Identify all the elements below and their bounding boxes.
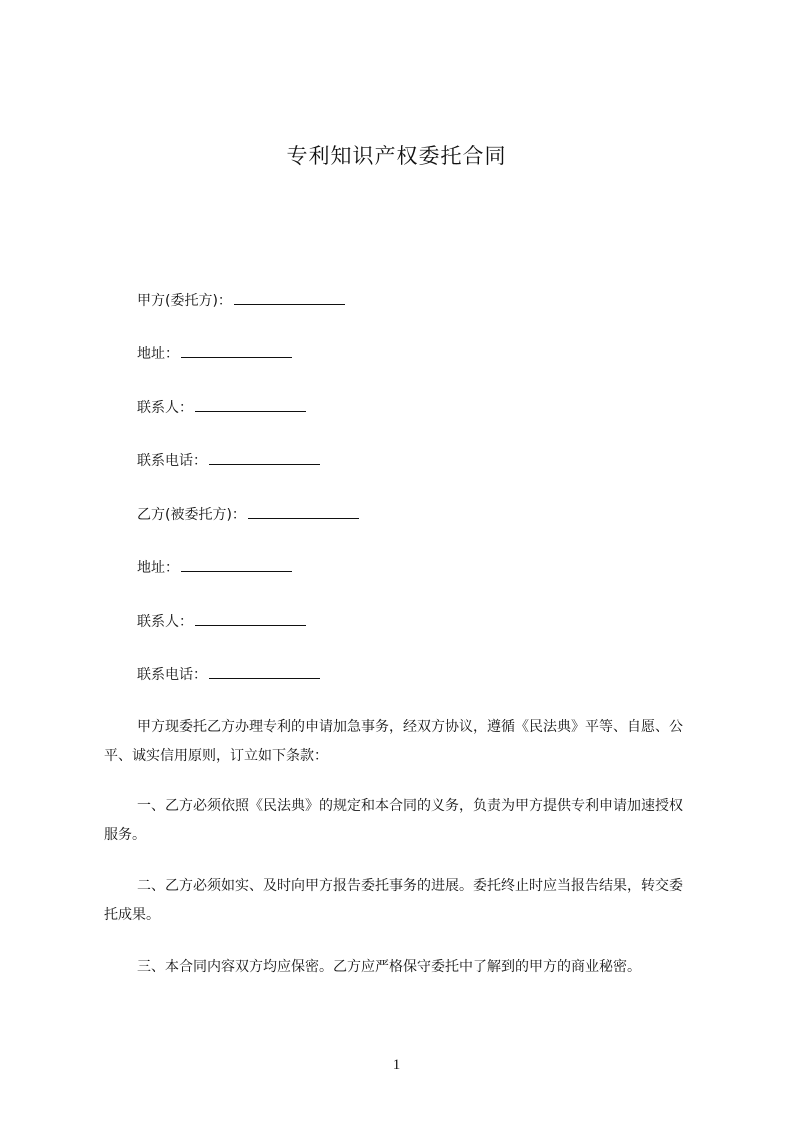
party-a-address-blank [181,343,292,358]
party-a-contact-label: 联系人： [137,400,193,416]
clause-1-paragraph: 一、乙方必须依照《民法典》的规定和本合同的义务，负责为甲方提供专利申请加速授权服务。 [104,798,683,843]
party-b-phone-blank [209,664,320,679]
party-a-address-label: 地址： [137,346,179,362]
party-a-field [137,290,345,312]
party-a-blank [234,290,345,305]
party-a-phone-blank [209,450,320,465]
party-a-address-field [137,343,292,365]
party-b-phone-field [137,664,320,686]
party-a-contact-field [137,397,306,419]
party-b-contact-label: 联系人： [137,614,193,630]
party-b-address-label: 地址： [137,560,179,576]
party-b-contact-field [137,611,306,633]
party-b-contact-blank [195,611,306,626]
party-b-field [137,504,359,526]
page-number: 1 [392,1057,401,1073]
party-b-label: 乙方(被委托方)： [137,507,246,523]
intro-paragraph: 甲方现委托乙方办理专利的申请加急事务，经双方协议，遵循《民法典》平等、自愿、公平、诚实信用原则，订立如下条款： [104,719,683,764]
party-a-label: 甲方(委托方)： [137,293,232,309]
party-b-blank [248,504,359,519]
party-b-address-field [137,557,292,579]
clause-3-paragraph: 三、本合同内容双方均应保密。乙方应严格保守委托中了解到的甲方的商业秘密。 [137,959,641,975]
party-a-contact-blank [195,397,306,412]
clause-2-paragraph: 二、乙方必须如实、及时向甲方报告委托事务的进展。委托终止时应当报告结果，转交委托成果。 [104,878,683,923]
party-b-address-blank [181,557,292,572]
party-a-phone-field [137,450,320,472]
party-b-phone-label: 联系电话： [137,667,207,683]
party-a-phone-label: 联系电话： [137,453,207,469]
document-title: 专利知识产权委托合同 [286,144,507,168]
